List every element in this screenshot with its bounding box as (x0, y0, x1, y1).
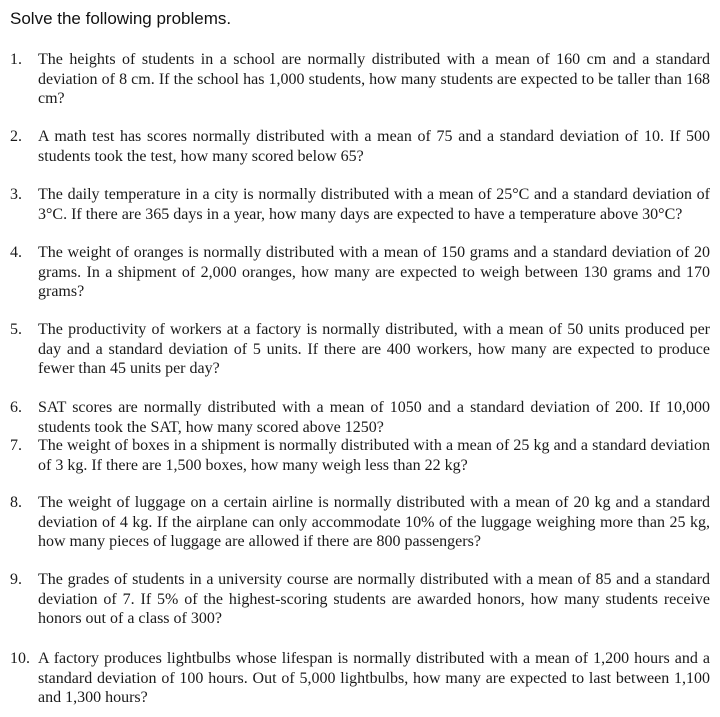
problem-10 (10, 649, 710, 708)
problem-text: The weight of luggage on a certain airline is normally distributed with a mean of 20 kg and a standard deviation of 4 kg. If the airplane can only accommodate 10% of the luggage weighing more than 25 kg, how many pieces of luggage are allowed if there are 800 passengers? (38, 494, 710, 550)
problem-number: 5. (10, 321, 22, 338)
problem-number: 6. (10, 399, 22, 416)
problem-text: The heights of students in a school are normally distributed with a mean of 160 cm and a standard deviation of 8 cm. If the school has 1,000 students, how many students are expected to be taller than 168 cm? (38, 51, 710, 107)
problem-2 (10, 127, 710, 166)
problem-text: SAT scores are normally distributed with a mean of 1050 and a standard deviation of 200. If 10,000 students took the SAT, how many scored above 1250? (38, 399, 710, 436)
problem-text: The productivity of workers at a factory is normally distributed, with a mean of 50 units produced per day and a standard deviation of 5 units. If there are 400 workers, how many are expected to produce fewer than 45 units per day? (38, 321, 710, 377)
problem-6 (10, 398, 710, 437)
problem-text: The weight of boxes in a shipment is normally distributed with a mean of 25 kg and a standard deviation of 3 kg. If there are 1,500 boxes, how many weigh less than 22 kg? (38, 437, 710, 474)
problem-text: A factory produces lightbulbs whose lifespan is normally distributed with a mean of 1,200 hours and a standard deviation of 100 hours. Out of 5,000 lightbulbs, how many are expected to last between 1,100 and 1,300 hours? (38, 650, 710, 706)
problem-1 (10, 50, 710, 109)
problem-number: 4. (10, 244, 22, 261)
problem-number: 1. (10, 51, 22, 68)
problem-number: 9. (10, 571, 22, 588)
problem-text: The weight of oranges is normally distributed with a mean of 150 grams and a standard deviation of 20 grams. In a shipment of 2,000 oranges, how many are expected to weigh between 130 grams and 170 grams? (38, 244, 710, 300)
problem-5 (10, 320, 710, 379)
problem-text: The grades of students in a university course are normally distributed with a mean of 85 and a standard deviation of 7. If 5% of the highest-scoring students are awarded honors, how many students receive honors out of a class of 300? (38, 571, 710, 627)
problem-text: The daily temperature in a city is normally distributed with a mean of 25°C and a standard deviation of 3°C. If there are 365 days in a year, how many days are expected to have a temperature above 30°C? (38, 186, 710, 223)
problem-3 (10, 185, 710, 224)
problem-8 (10, 493, 710, 552)
problem-7 (10, 436, 710, 475)
page-heading: Solve the following problems. (10, 9, 232, 28)
problem-text: A math test has scores normally distributed with a mean of 75 and a standard deviation of 10. If 500 students took the test, how many scored below 65? (38, 128, 710, 165)
problem-number: 2. (10, 128, 22, 145)
problem-9 (10, 570, 710, 629)
problem-number: 8. (10, 494, 22, 511)
problem-number: 7. (10, 437, 22, 454)
problem-number: 3. (10, 186, 22, 203)
problem-4 (10, 243, 710, 302)
problem-number: 10. (10, 650, 30, 667)
